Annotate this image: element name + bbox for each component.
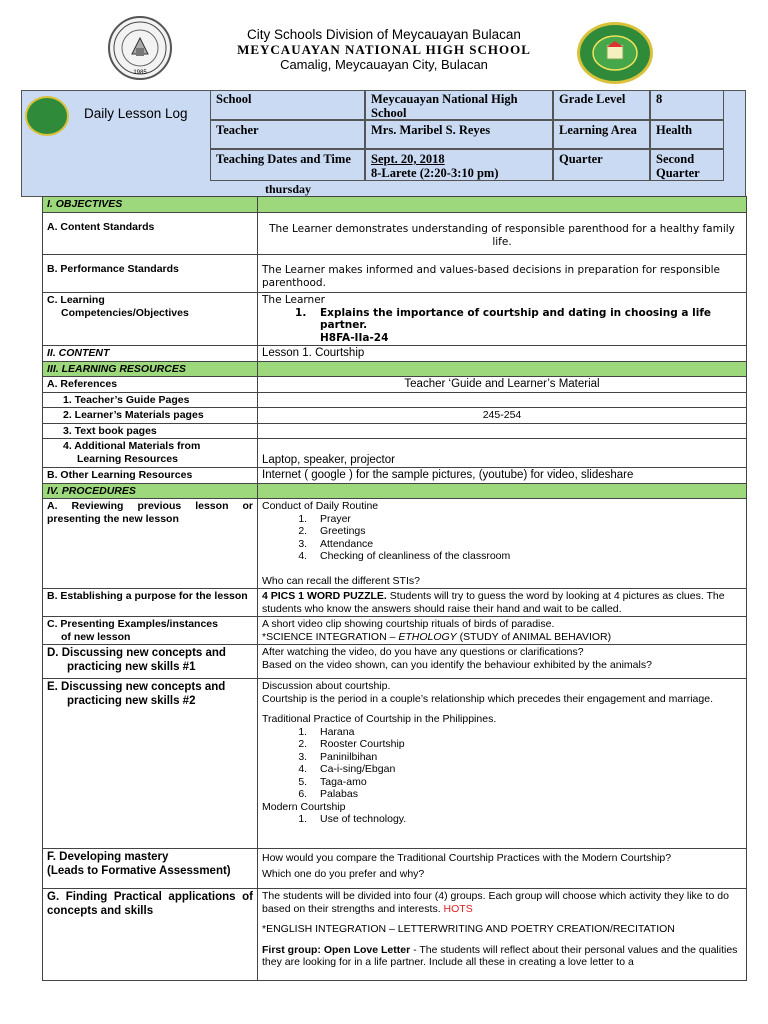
content-label: II. CONTENT — [43, 346, 258, 362]
objectives-heading: I. OBJECTIVES — [43, 197, 258, 213]
tradition-item: 5. Taga-amo — [310, 776, 742, 789]
objectives-filler — [258, 197, 747, 213]
references-label: A. References — [43, 377, 258, 393]
quarter-label: Quarter — [553, 149, 650, 181]
school-label: School — [210, 90, 365, 120]
first-group-title: First group: Open Love Letter — [262, 943, 411, 956]
discussing-2-line2: practicing new skills #2 — [67, 695, 196, 707]
division-name: City Schools Division of Meycauayan Bulacan — [247, 27, 521, 42]
deped-logo-small — [25, 96, 69, 136]
discussing-2-label — [43, 679, 258, 849]
grade-value: 8 — [650, 90, 724, 120]
table-row — [43, 377, 747, 393]
courtship-definition: Courtship is the period in a couple’s relationship which precedes their engagement and marriage. — [262, 692, 713, 705]
presenting-label-line1: C. Presenting Examples/instances — [47, 618, 218, 630]
recall-question: Who can recall the different STIs? — [262, 574, 420, 587]
procedures-heading: IV. PROCEDURES — [43, 483, 258, 499]
routine-item: 2. Greetings — [310, 525, 742, 538]
lesson-table — [42, 196, 747, 981]
textbook-value — [258, 423, 747, 439]
discussing-1-question-2: Based on the video shown, can you identify the behaviour exhibited by the animals? — [262, 658, 652, 671]
competency-code: H8FA-IIa-24 — [320, 331, 389, 344]
reviewing-lesson-label: A. Reviewing previous lesson or presenting the new lesson — [43, 499, 258, 589]
teachers-guide-label: 1. Teacher’s Guide Pages — [43, 392, 258, 408]
developing-mastery-value — [258, 849, 747, 889]
routine-intro: Conduct of Daily Routine — [262, 500, 379, 512]
science-integration-1: *SCIENCE INTEGRATION – — [262, 630, 399, 643]
section-resources — [43, 361, 747, 377]
dates-value — [365, 149, 553, 181]
table-row — [43, 293, 747, 346]
additional-label-line1: 4. Additional Materials from — [63, 440, 201, 452]
grouping-text: The students will be divided into four (4) groups. Each group will choose which activity they like to do based on their strengths and interests. — [262, 890, 729, 915]
teacher-label: Teacher — [210, 120, 365, 149]
discussing-1-line1: D. Discussing new concepts and — [47, 647, 226, 659]
mastery-question-2: Which one do you prefer and why? — [262, 868, 425, 880]
section-procedures — [43, 483, 747, 499]
content-value: Lesson 1. Courtship — [258, 346, 747, 362]
table-row — [43, 392, 747, 408]
content-standards-label: A. Content Standards — [43, 213, 258, 255]
school-value: Meycauayan National High School — [365, 90, 553, 120]
area-label: Learning Area — [553, 120, 650, 149]
area-value: Health — [650, 120, 724, 149]
table-row — [43, 213, 747, 255]
developing-mastery-label — [43, 849, 258, 889]
discussing-1-question: After watching the video, do you have any questions or clarifications? — [262, 646, 584, 658]
science-integration-3: (STUDY of ANIMAL BEHAVIOR) — [456, 630, 612, 643]
mastery-line2: (Leads to Formative Assessment) — [47, 865, 231, 877]
courtship-discussion: Discussion about courtship. — [262, 680, 391, 692]
teachers-guide-value — [258, 392, 747, 408]
competency-item: 1. Explains the importance of courtship and dating in choosing a life partner. — [310, 307, 742, 332]
log-title: Daily Lesson Log — [84, 106, 188, 121]
teacher-value: Mrs. Maribel S. Reyes — [365, 120, 553, 149]
table-row — [43, 255, 747, 293]
table-row — [43, 617, 747, 645]
quarter-value: Second Quarter — [650, 149, 724, 181]
competencies-intro: The Learner — [262, 294, 325, 306]
dates-value-line1: Sept. 20, 2018 — [371, 152, 445, 166]
school-name: MEYCAUAYAN NATIONAL HIGH SCHOOL — [237, 42, 531, 57]
routine-item: 3. Attendance — [310, 538, 742, 551]
practical-applications-value — [258, 889, 747, 981]
school-address: Camalig, Meycauayan City, Bulacan — [280, 57, 488, 72]
discussing-1-value — [258, 645, 747, 679]
modern-item: 1. Use of technology. — [310, 813, 742, 826]
other-resources-label: B. Other Learning Resources — [43, 468, 258, 484]
routine-item: 1. Prayer — [310, 513, 742, 526]
competencies-label — [43, 293, 258, 346]
additional-label-line2: Learning Resources — [77, 452, 178, 465]
additional-materials-label — [43, 439, 258, 468]
table-row — [43, 468, 747, 484]
tradition-item: 3. Paninilbihan — [310, 751, 742, 764]
section-objectives — [43, 197, 747, 213]
science-integration-2: ETHOLOGY — [398, 630, 457, 643]
grade-label: Grade Level — [553, 90, 650, 120]
mastery-question-1: How would you compare the Traditional Courtship Practices with the Modern Courtship? — [262, 852, 672, 864]
discussing-1-label — [43, 645, 258, 679]
learners-materials-label: 2. Learner’s Materials pages — [43, 408, 258, 424]
table-row — [43, 589, 747, 617]
resources-filler — [258, 361, 747, 377]
presenting-examples-value — [258, 617, 747, 645]
dates-label: Teaching Dates and Time — [210, 149, 365, 181]
table-row — [43, 423, 747, 439]
tradition-item: 4. Ca-i-sing/Ebgan — [310, 763, 742, 776]
performance-standards-label: B. Performance Standards — [43, 255, 258, 293]
table-row — [43, 499, 747, 589]
table-row — [43, 849, 747, 889]
discussing-2-value — [258, 679, 747, 849]
traditional-heading: Traditional Practice of Courtship in the Philippines. — [262, 713, 497, 725]
practical-applications-label: G. Finding Practical applications of concepts and skills — [43, 889, 258, 981]
other-resources-value: Internet ( google ) for the sample pictures, (youtube) for video, slideshare — [258, 468, 747, 484]
day-label: thursday — [265, 182, 312, 196]
mastery-line1: F. Developing mastery — [47, 851, 169, 863]
seal-year: 1985 — [133, 70, 147, 76]
first-group-text: - The students will reflect about their personal values and the qualities they are looking for in a life partner. Include all these in creating a love letter to a — [262, 943, 738, 968]
table-row — [43, 679, 747, 849]
puzzle-title: 4 PICS 1 WORD PUZZLE. — [262, 590, 387, 602]
tradition-item: 1. Harana — [310, 726, 742, 739]
tradition-item: 2. Rooster Courtship — [310, 738, 742, 751]
dates-value-line2: 8-Larete (2:20-3:10 pm) — [371, 166, 499, 180]
hots-badge: HOTS — [443, 902, 473, 915]
content-standards-value: The Learner demonstrates understanding of responsible parenthood for a healthy family life. — [258, 213, 747, 255]
discussing-2-line1: E. Discussing new concepts and — [47, 681, 226, 693]
references-value: Teacher ‘Guide and Learner’s Material — [258, 377, 747, 393]
competencies-label-line1: C. Learning — [47, 294, 105, 306]
competencies-label-line2: Competencies/Objectives — [61, 306, 189, 319]
video-clip-text: A short video clip showing courtship rituals of birds of paradise. — [262, 618, 555, 630]
table-row — [43, 346, 747, 362]
tradition-item: 6. Palabas — [310, 788, 742, 801]
reviewing-lesson-value — [258, 499, 747, 589]
presenting-label-line2: of new lesson — [61, 630, 131, 643]
table-row — [43, 439, 747, 468]
presenting-examples-label — [43, 617, 258, 645]
routine-item: 4. Checking of cleanliness of the classroom — [310, 550, 742, 563]
competencies-value — [258, 293, 747, 346]
additional-materials-value: Laptop, speaker, projector — [258, 439, 747, 468]
modern-heading: Modern Courtship — [262, 800, 346, 813]
establishing-purpose-label: B. Establishing a purpose for the lesson — [43, 589, 258, 617]
table-row — [43, 408, 747, 424]
performance-standards-value: The Learner makes informed and values-based decisions in preparation for responsible parenthood. — [258, 255, 747, 293]
discussing-1-line2: practicing new skills #1 — [67, 661, 196, 673]
puzzle-text: Students will try to guess the word by looking at 4 pictures as clues. The students who know the answers should raise their hand and wait to be called. — [262, 590, 725, 615]
table-row — [43, 889, 747, 981]
learners-materials-value: 245-254 — [258, 408, 747, 424]
resources-heading: III. LEARNING RESOURCES — [43, 361, 258, 377]
establishing-purpose-value — [258, 589, 747, 617]
english-integration: *ENGLISH INTEGRATION – LETTERWRITING AND POETRY CREATION/RECITATION — [262, 923, 675, 935]
table-row — [43, 645, 747, 679]
textbook-label: 3. Text book pages — [43, 423, 258, 439]
procedures-filler — [258, 483, 747, 499]
